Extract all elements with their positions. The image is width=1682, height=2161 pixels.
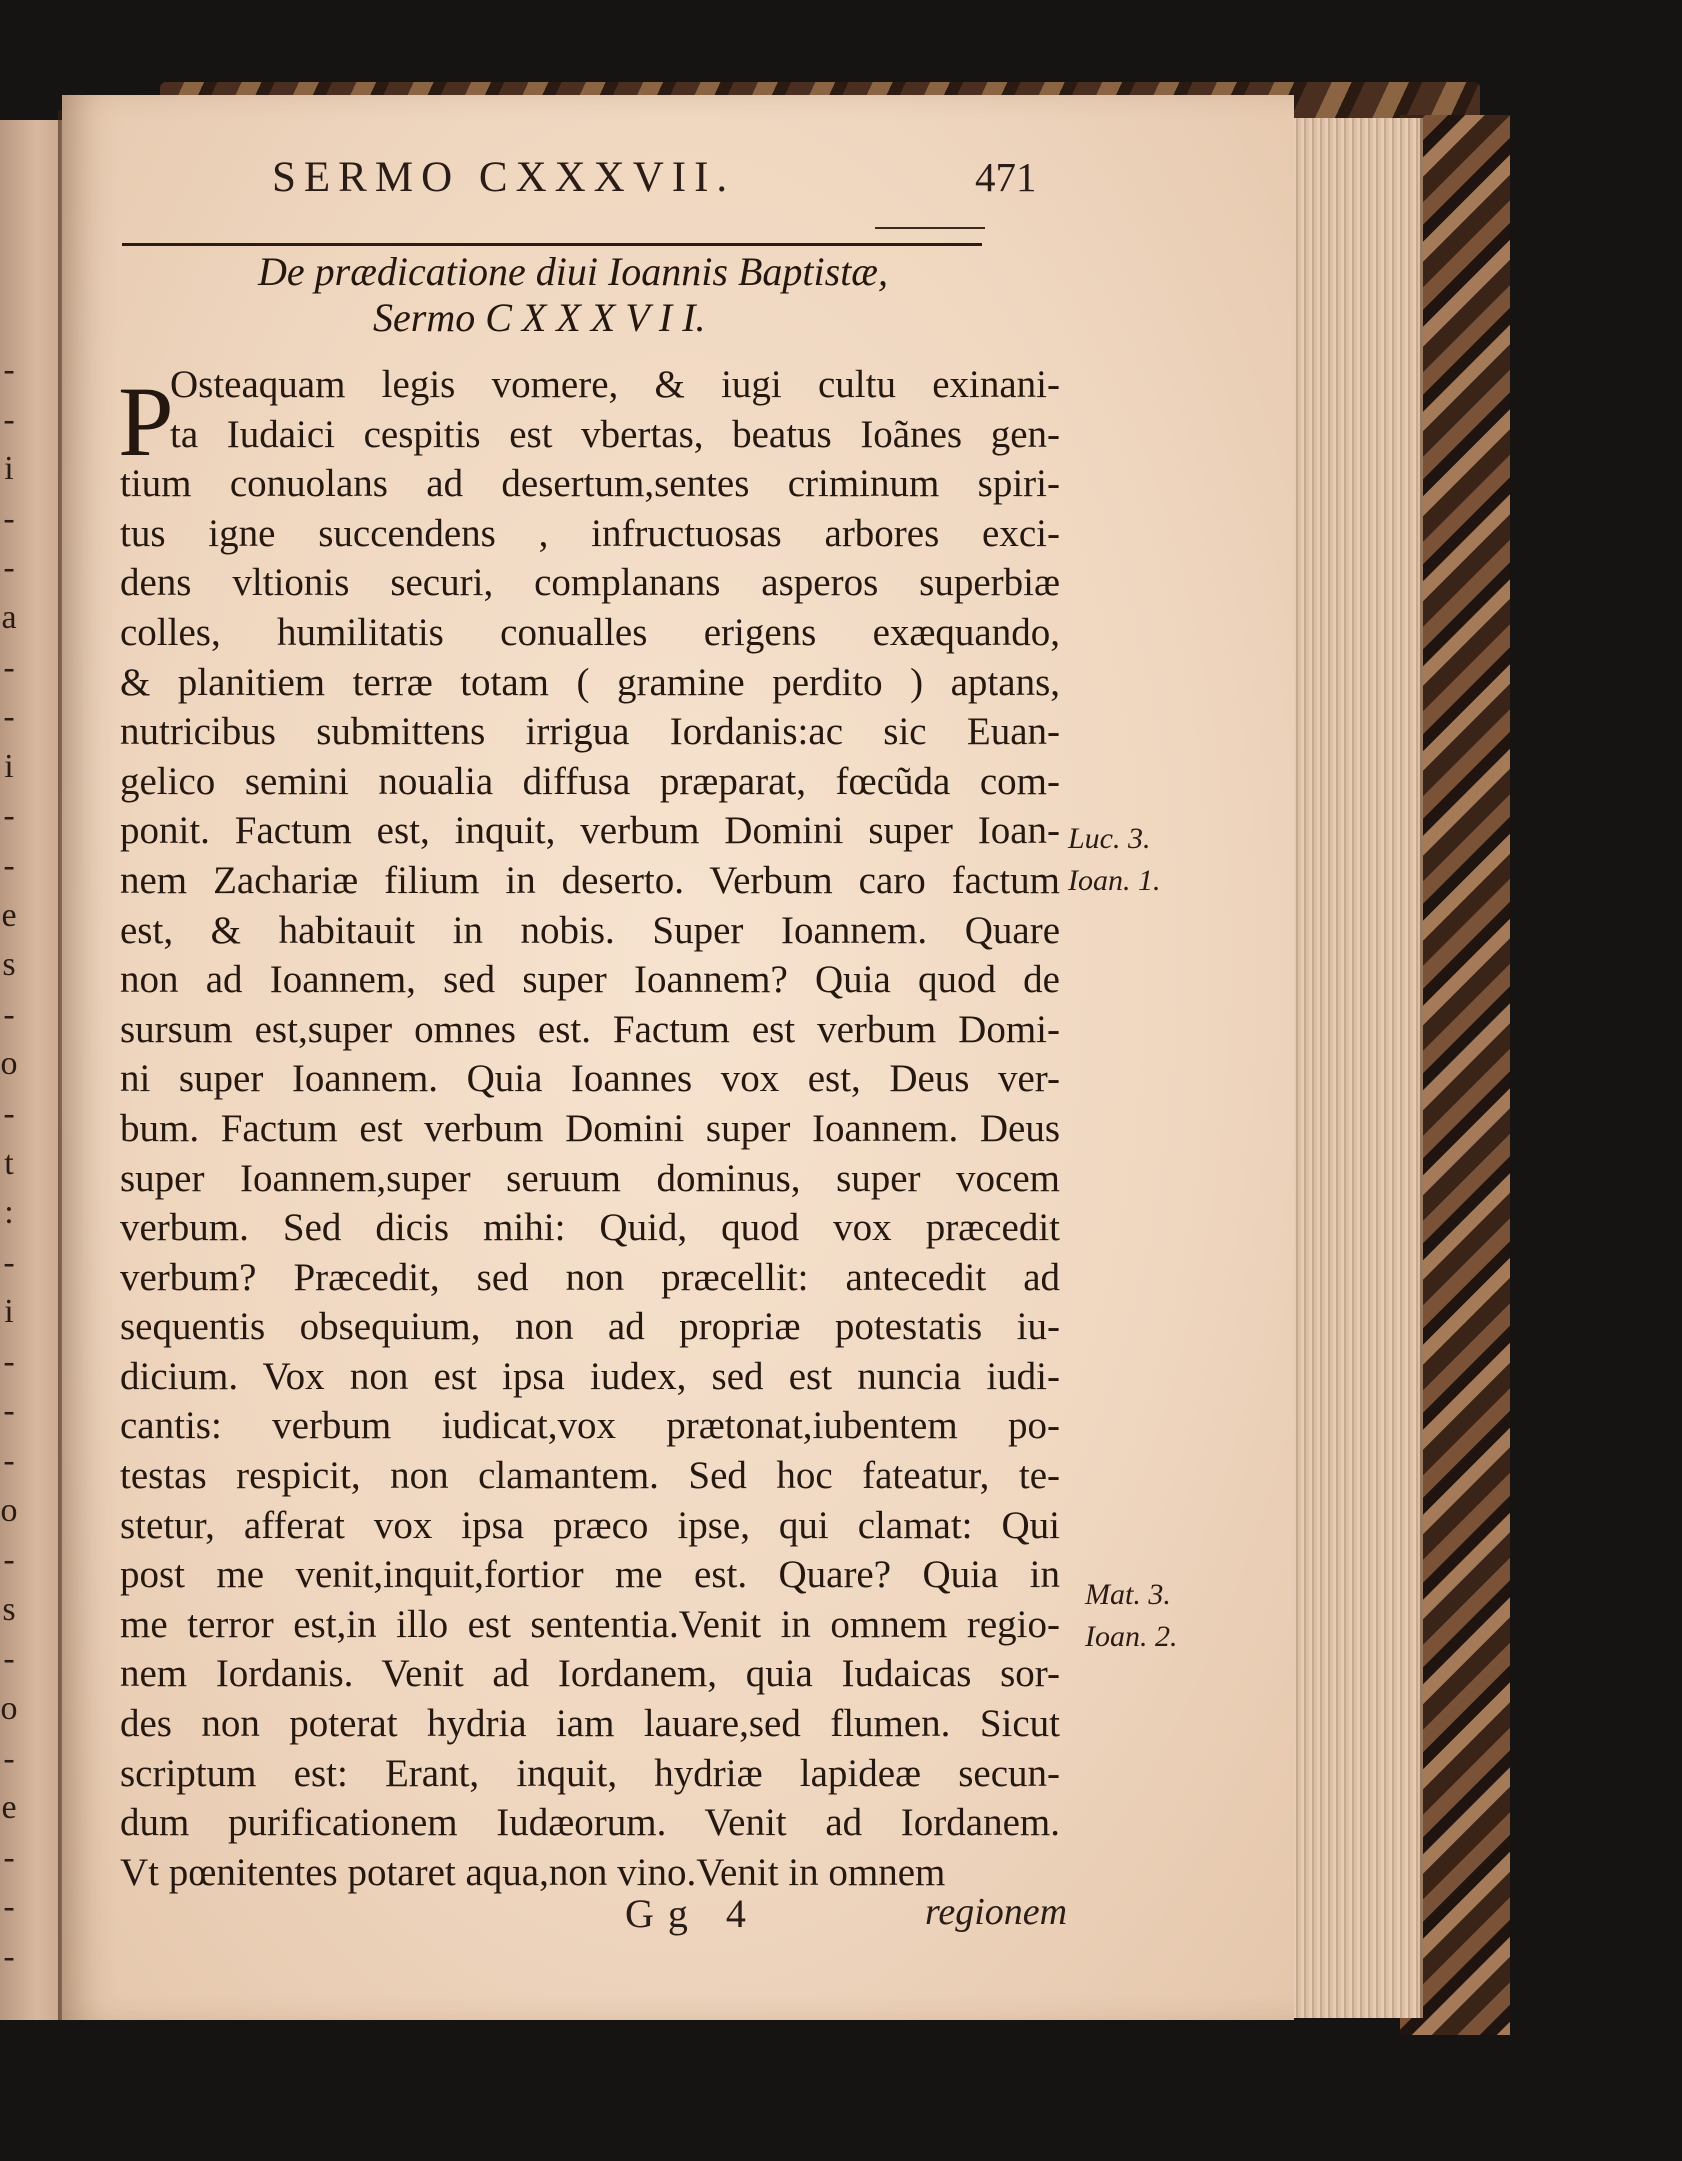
body-line: dens vltionis securi, complanans asperos superbiæ [120,561,1060,605]
left-margin-fragment: - [3,1541,15,1579]
left-margin-fragment: - [3,351,15,388]
left-margin-fragment: t [4,1144,14,1182]
running-title: SERMO CXXXVII. [272,154,736,201]
body-line: me terror est,in illo est sententia.Venit in omnem regio- [120,1602,1060,1646]
page-block-edges [1285,118,1423,2018]
margin-note-line: Ioan. 2. [1085,1620,1178,1653]
left-margin-fragment: - [3,648,15,686]
body-line: super Ioannem,super seruum dominus, super vocem [120,1156,1060,1200]
left-margin-fragment: - [3,1442,15,1480]
left-margin-fragment: e [1,1789,17,1827]
left-margin-fragment: - [3,1838,15,1876]
left-margin-fragment: s [2,946,16,984]
left-margin-fragment: : [4,1194,14,1232]
body-line: Vt pœnitentes potaret aqua,non vino.Venit in omnem [120,1850,946,1894]
left-margin-fragment: - [3,549,15,587]
left-margin-fragment: o [0,1491,18,1529]
body-text [120,360,1060,1897]
body-line: nutricibus submittens irrigua Iordanis:ac sic Euan- [120,710,1060,754]
body-line: verbum? Præcedit, sed non præcellit: antecedit ad [120,1255,1060,1299]
left-margin-fragment: i [4,747,14,785]
left-margin-fragment: a [1,598,17,636]
left-facing-page [0,120,62,2020]
margin-note-line: Ioan. 1. [1068,864,1161,897]
left-margin-fragment: - [3,1094,15,1132]
body-line: gelico semini noualia diffusa præparat, fœcũda com- [120,759,1060,803]
body-line: nem Iordanis. Venit ad Iordanem, quia Iudaicas sor- [120,1652,1060,1696]
left-margin-fragment: - [3,1888,15,1926]
sermon-heading-line-2: Sermo C X X X V I I. [373,295,706,340]
left-margin-fragment: - [3,797,15,835]
left-margin-fragment: - [3,698,15,736]
body-line: scriptum est: Erant, inquit, hydriæ lapideæ secun- [120,1751,1060,1795]
body-line: & planitiem terræ totam ( gramine perdito ) aptans, [120,660,1060,704]
body-line: ta Iudaici cespitis est vbertas, beatus Ioãnes gen- [170,412,1060,456]
left-margin-fragment: - [3,1392,15,1430]
body-line: ponit. Factum est, inquit, verbum Domini super Ioan- [120,809,1060,853]
body-line: non ad Ioannem, sed super Ioannem? Quia quod de [120,958,1060,1002]
left-margin-fragment: o [0,1045,18,1083]
body-line: cantis: verbum iudicat,vox prætonat,iubentem po- [120,1404,1060,1448]
body-line: tus igne succendens , infructuosas arbores exci- [120,511,1060,555]
left-margin-fragment: - [3,846,15,884]
catchword: regionem [925,1891,1068,1933]
signature-mark: Gg 4 [625,1891,760,1936]
body-line: tium conuolans ad desertum,sentes criminum spiri- [120,462,1060,506]
left-margin-fragment: - [3,1938,15,1975]
body-line: des non poterat hydria iam lauare,sed flumen. Sicut [120,1702,1060,1746]
body-line: sequentis obsequium, non ad propriæ potestatis iu- [120,1305,1060,1349]
body-line: dum purificationem Iudæorum. Venit ad Iordanem. [120,1801,1060,1845]
left-margin-fragment: - [3,1640,15,1678]
left-margin-fragment: - [3,1243,15,1281]
body-line: post me venit,inquit,fortior me est. Quare? Quia in [120,1553,1060,1597]
body-line: nem Zachariæ filium in deserto. Verbum caro factum [120,858,1060,902]
left-margin-fragment: i [4,1293,14,1331]
body-line: dicium. Vox non est ipsa iudex, sed est nuncia iudi- [120,1354,1060,1398]
body-line: bum. Factum est verbum Domini super Ioannem. Deus [120,1106,1060,1150]
body-line: Osteaquam legis vomere, & iugi cultu exinani- [170,363,1060,406]
left-margin-fragment: - [3,1739,15,1777]
header-rule-short [875,227,985,229]
margin-note-mat-ioan [1085,1574,1178,1658]
body-line: sursum est,super omnes est. Factum est verbum Domi- [120,1007,1060,1051]
left-margin-fragment: e [1,896,17,934]
left-page-margin-fragments [0,345,18,1982]
body-line: colles, humilitatis conualles erigens exæquando, [120,610,1060,654]
page-number: 471 [975,154,1037,200]
margin-note-luc-ioan [1068,818,1161,902]
margin-note-line: Mat. 3. [1085,1578,1171,1611]
header-rule [122,243,982,246]
left-margin-fragment: - [3,1342,15,1380]
body-line: stetur, afferat vox ipsa præco ipse, qui clamat: Qui [120,1503,1060,1547]
drop-cap: P [118,366,174,477]
left-margin-fragment: o [0,1690,18,1728]
body-line: testas respicit, non clamantem. Sed hoc fateatur, te- [120,1454,1060,1498]
left-margin-fragment: - [3,400,15,438]
left-margin-fragment: i [4,450,14,488]
left-margin-fragment: - [3,995,15,1033]
body-line: est, & habitauit in nobis. Super Ioannem. Quare [120,908,1060,952]
left-margin-fragment: s [2,1590,16,1628]
left-margin-fragment: - [3,499,15,537]
sermon-heading-line-1: De prædicatione diui Ioannis Baptistæ, [258,249,888,294]
body-line: verbum. Sed dicis mihi: Quid, quod vox præcedit [120,1206,1060,1250]
body-line: ni super Ioannem. Quia Ioannes vox est, Deus ver- [120,1057,1060,1101]
margin-note-line: Luc. 3. [1068,822,1151,855]
